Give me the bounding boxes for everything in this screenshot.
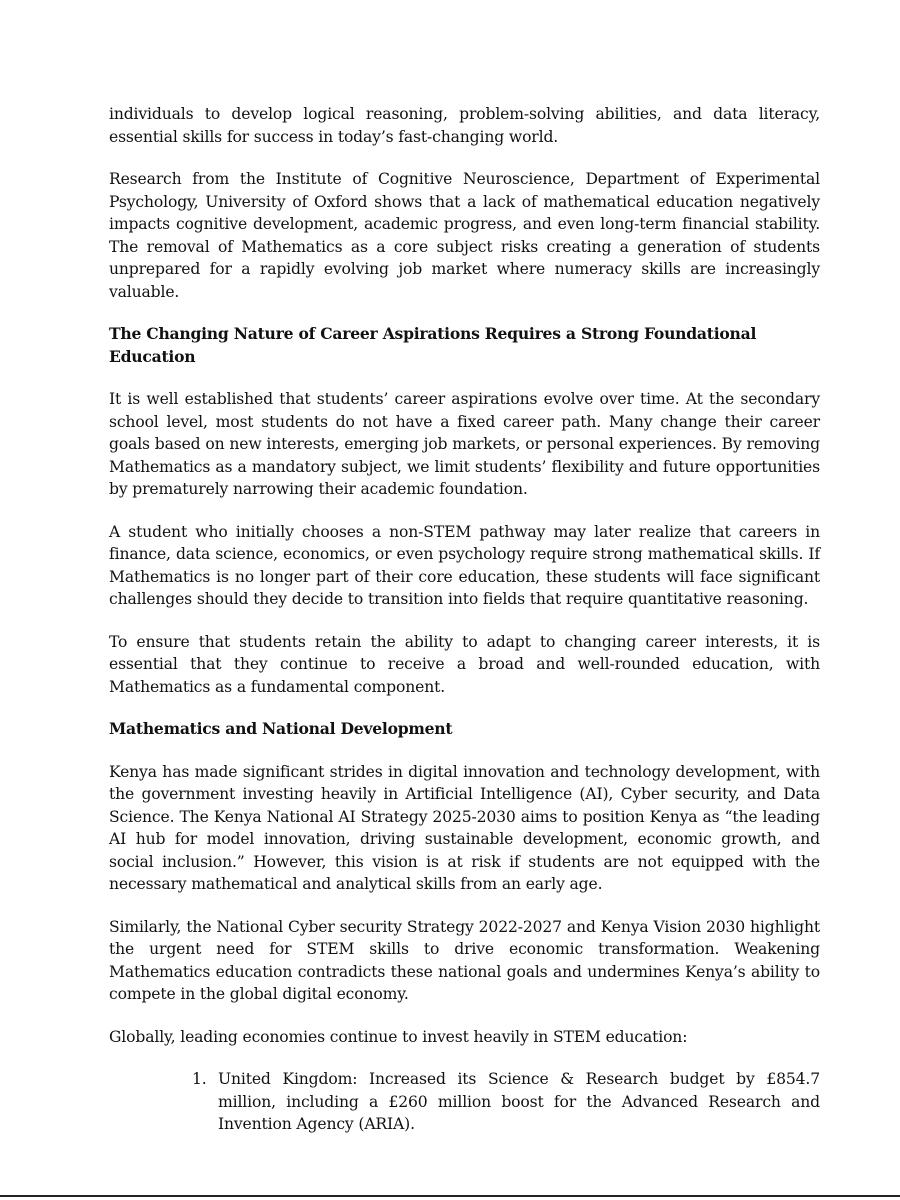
- list-item: [109, 1068, 820, 1136]
- paragraph-non-stem-pathway: A student who initially chooses a non-STEM pathway may later realize that careers in finance, data science, economics, or even psychology require strong mathematical skills. If Mathematics is no longer part of their core education, these students will face significant challenges should they decide to transition into fields that require quantitative reasoning.: [109, 522, 820, 608]
- paragraph-broad-education: To ensure that students retain the ability to adapt to changing career interests, it is essential that they continue to receive a broad and well-rounded education, with Mathematics as a fundamental component.: [109, 632, 820, 696]
- page-bottom-edge: [0, 1195, 900, 1197]
- list-item-text: United Kingdom: Increased its Science & Research budget by £854.7 million, including a £260 million boost for the Advanced Research and Invention Agency (ARIA).: [218, 1070, 820, 1133]
- list-item-number: 1.: [192, 1070, 207, 1088]
- paragraph-intro-continuation: individuals to develop logical reasoning, problem-solving abilities, and data literacy, essential skills for success in today’s fast-changing world.: [109, 105, 820, 146]
- document-body: [109, 103, 820, 1136]
- paragraph-oxford-research: Research from the Institute of Cognitive Neuroscience, Department of Experimental Psychology, University of Oxford shows that a lack of mathematical education negatively impacts cognitive development, academic progress, and even long-term financial stability. The removal of Mathematics as a core subject risks creating a generation of students unprepared for a rapidly evolving job market where numeracy skills are increasingly valuable.: [109, 170, 820, 301]
- paragraph-kenya-ai-strategy: Kenya has made significant strides in digital innovation and technology development, with the government investing heavily in Artificial Intelligence (AI), Cyber security, and Data Science. The Kenya National AI Strategy 2025-2030 aims to position Kenya as “the leading AI hub for model innovation, driving sustainable development, economic growth, and social inclusion.” However, this vision is at risk if students are not equipped with the necessary mathematical and analytical skills from an early age.: [109, 762, 820, 893]
- section-heading-national-development: Mathematics and National Development: [109, 719, 453, 738]
- stem-investment-list: [109, 1068, 820, 1136]
- paragraph-career-evolution: It is well established that students’ career aspirations evolve over time. At the secondary school level, most students do not have a fixed career path. Many change their career goals based on new interests, emerging job markets, or personal experiences. By removing Mathematics as a mandatory subject, we limit students’ flexibility and future opportunities by prematurely narrowing their academic foundation.: [109, 390, 820, 498]
- paragraph-global-investment: Globally, leading economies continue to invest heavily in STEM education:: [109, 1027, 688, 1046]
- paragraph-cyber-security-strategy: Similarly, the National Cyber security Strategy 2022-2027 and Kenya Vision 2030 highlight the urgent need for STEM skills to drive economic transformation. Weakening Mathematics education contradicts these national goals and undermines Kenya’s ability to compete in the global digital economy.: [109, 917, 820, 1003]
- section-heading-career-aspirations: The Changing Nature of Career Aspirations Requires a Strong Foundational Education: [109, 324, 757, 366]
